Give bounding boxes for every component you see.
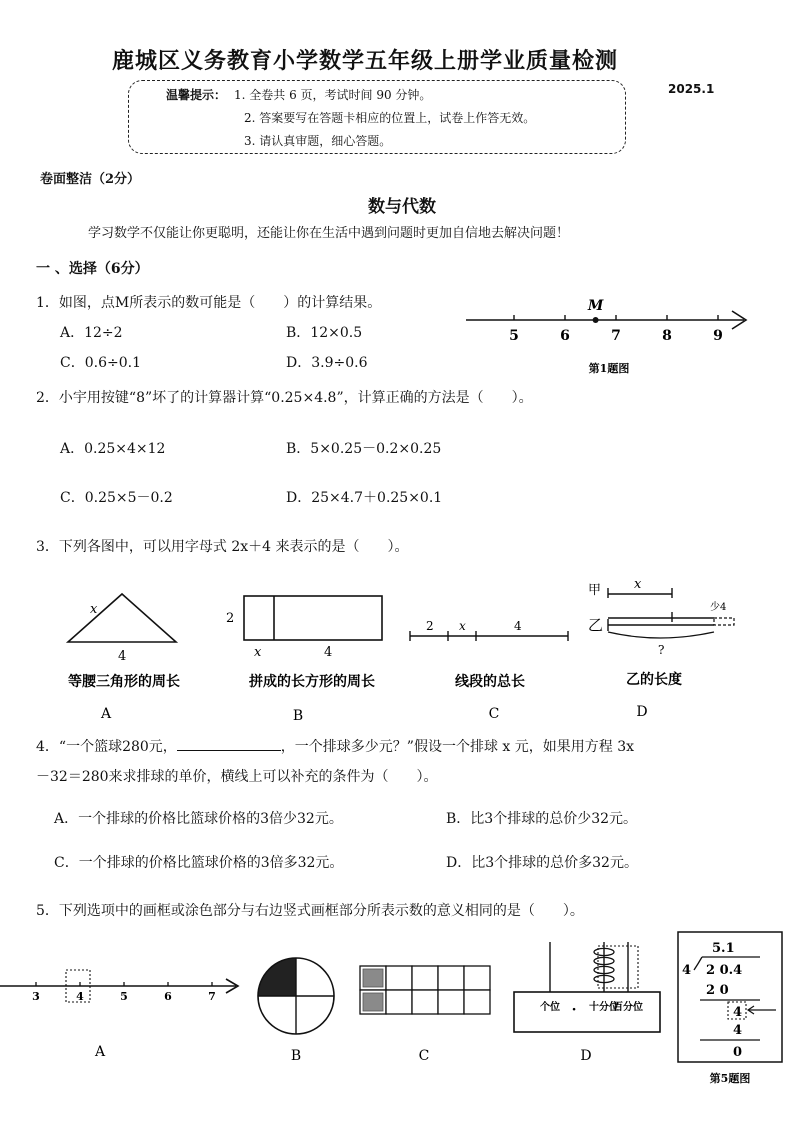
q5c-shaded-cell [363, 993, 383, 1011]
q5c-cell [386, 990, 412, 1014]
q3b-height-label: 2 [226, 611, 235, 626]
q5a-letter: A [94, 1044, 106, 1060]
q5d-label-ones: 个位 [540, 1002, 560, 1013]
q3b-caption: 拼成的长方形的周长 [249, 674, 375, 690]
tip-1: 1. 全卷共 6 页，考试时间 90 分钟。 [234, 88, 432, 102]
q3a-base-label: 4 [118, 649, 127, 664]
q1-option-a: A．12÷2 [60, 325, 123, 341]
q5-fig-c [356, 960, 496, 1070]
div-row2: 4 [733, 1023, 743, 1038]
div-dividend: 2 0.4 [706, 963, 743, 978]
q3d-x-label: x [634, 577, 642, 592]
tip-3: 3. 请认真审题，细心答题。 [244, 134, 392, 148]
q5a-tick-label: 6 [164, 990, 172, 1003]
q5-division-figure [676, 930, 788, 1090]
q3a-letter: A [100, 706, 112, 720]
q1-option-d: D．3.9÷0.6 [286, 355, 368, 371]
q3-fig-a [50, 580, 200, 720]
q3b-right-label: 4 [324, 645, 333, 660]
q1-tick-label: 9 [713, 328, 723, 344]
q3c-letter: C [488, 706, 500, 720]
q5d-dot: · [571, 1002, 577, 1018]
q5c-letter: C [418, 1048, 430, 1064]
q3d-letter: D [636, 704, 648, 720]
q5c-cell [464, 966, 490, 990]
q4-option-c: C．一个排球的价格比篮球价格的3倍多32元。 [54, 855, 344, 871]
q5d-label-hundredths: 百分位 [613, 1002, 643, 1013]
q1-number-line [460, 290, 760, 380]
q5c-cell [386, 966, 412, 990]
q3-fig-b [214, 580, 414, 720]
section-intro: 学习数学不仅能让你更聪明，还能让你在生活中遇到问题时更加自信地去解决问题！ [88, 226, 570, 241]
tip-2: 2. 答案要写在答题卡相应的位置上，试卷上作答无效。 [244, 111, 536, 125]
q5d-letter: D [580, 1048, 592, 1064]
q1-tick-label: 5 [509, 328, 519, 344]
q2-option-b: B．5×0.25－0.2×0.25 [286, 441, 442, 457]
q4-answer-blank[interactable] [177, 737, 281, 751]
q2-option-c: C．0.25×5－0.2 [60, 490, 173, 506]
q3-fig-c [404, 580, 574, 720]
q1-stem: 1．如图，点M所表示的数可能是（ ）的计算结果。 [36, 295, 382, 311]
neatness-label: 卷面整洁（2分） [40, 172, 141, 187]
q3d-caption: 乙的长度 [626, 672, 682, 688]
q3b-left-label: x [254, 645, 262, 660]
q3d-jia-label: 甲 [588, 583, 602, 598]
q5a-tick-label: 7 [208, 990, 216, 1003]
q2-stem: 2．小宇用按键“8”坏了的计算器计算“0.25×4.8”，计算正确的方法是（ ）。 [36, 390, 533, 406]
q3d-less-label: 少4 [710, 602, 727, 613]
q4-stem-part-a: 4．“一个篮球280元， [36, 739, 177, 755]
q4-option-d: D．比3个排球的总价多32元。 [446, 855, 638, 871]
q5-fig-d [510, 938, 670, 1068]
q1-tick-label: 8 [662, 328, 672, 344]
q5-stem: 5．下列选项中的画框或涂色部分与右边竖式画框部分所表示数的意义相同的是（ ）。 [36, 903, 584, 919]
q5c-cell [438, 966, 464, 990]
q5c-cell [464, 990, 490, 1014]
q5a-tick-label: 3 [32, 990, 40, 1003]
q3a-side-label: x [90, 602, 98, 617]
point-m-dot [593, 317, 599, 323]
q3b-letter: B [292, 708, 304, 720]
q3c-seg2-label: x [459, 619, 466, 633]
q1-caption: 第1题图 [588, 362, 630, 375]
q3-fig-d [584, 572, 744, 720]
q3d-yi-label: 乙 [588, 616, 604, 634]
q3c-seg1-label: 2 [426, 619, 434, 633]
q1-tick-label: 6 [560, 328, 570, 344]
q5-caption: 第5题图 [709, 1072, 751, 1085]
q5-fig-a [0, 960, 250, 1070]
part-one-heading: 一 、选择（6分） [36, 261, 149, 277]
q2-option-a: A．0.25×4×12 [60, 441, 166, 457]
q5c-cell [412, 966, 438, 990]
q3c-seg3-label: 4 [514, 619, 522, 633]
q4-option-b: B．比3个排球的总价少32元。 [446, 811, 638, 827]
div-quotient: 5.1 [712, 941, 735, 956]
q2-option-d: D．25×4.7＋0.25×0.1 [286, 490, 443, 506]
q4-stem-part-b: ，一个排球多少元？”假设一个排球 x 元，如果用方程 3x [280, 739, 635, 755]
q1-tick-label: 7 [611, 328, 621, 344]
q4-option-a: A．一个排球的价格比篮球价格的3倍少32元。 [54, 811, 343, 827]
q5c-shaded-cell [363, 969, 383, 987]
q4-stem-line1 [36, 736, 634, 756]
div-divisor: 4 [682, 963, 692, 978]
q3a-caption: 等腰三角形的周长 [68, 674, 180, 690]
q5d-label-tenths: 十分位 [589, 1002, 619, 1013]
section-title: 数与代数 [368, 197, 436, 217]
div-boxed-digit: 4 [733, 1005, 743, 1020]
div-remainder: 0 [733, 1045, 743, 1060]
q4-stem-line2: －32＝280来求排球的单价，横线上可以补充的条件为（ ）。 [36, 769, 438, 785]
q5a-tick-label: 4 [76, 990, 84, 1003]
q5-fig-b [256, 950, 336, 1070]
q1-option-c: C．0.6÷0.1 [60, 355, 141, 371]
q1-option-b: B．12×0.5 [286, 325, 363, 341]
q5c-cell [438, 990, 464, 1014]
q3-stem: 3．下列各图中，可以用字母式 2x＋4 来表示的是（ ）。 [36, 539, 409, 555]
exam-date: 2025.1 [668, 82, 715, 96]
q3c-caption: 线段的总长 [455, 674, 525, 690]
q5b-letter: B [290, 1048, 302, 1064]
exam-title: 鹿城区义务教育小学数学五年级上册学业质量检测 [112, 49, 619, 74]
point-m-label: M [587, 298, 604, 314]
div-row1: 2 0 [706, 983, 729, 998]
q3d-question-label: ? [658, 643, 665, 657]
q5c-cell [412, 990, 438, 1014]
q5a-tick-label: 5 [120, 990, 128, 1003]
tips-label: 温馨提示： [166, 88, 227, 102]
